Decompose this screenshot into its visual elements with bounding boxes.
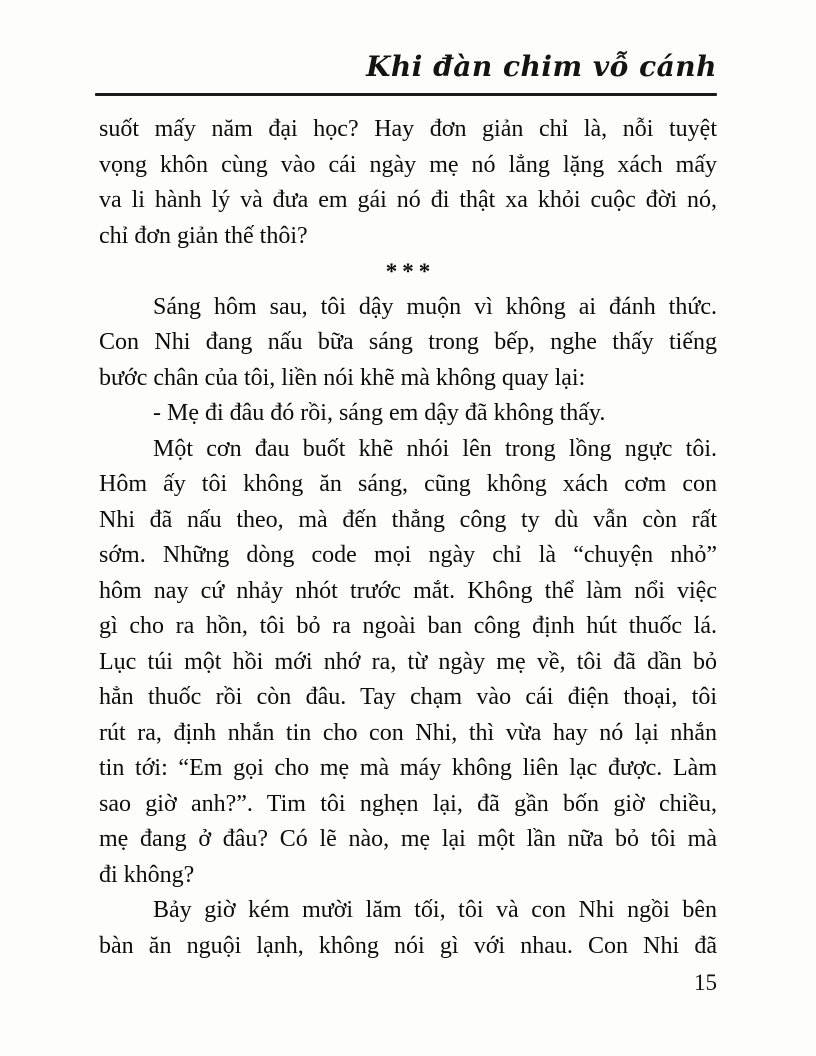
header-rule [95, 93, 717, 96]
running-title: Khi đàn chim vỗ cánh [366, 50, 717, 83]
paragraph-morning-line: Con Nhi đang nấu bữa sáng trong bếp, nghe thấy tiếng [99, 329, 717, 355]
paragraph-morning-line: bước chân của tôi, liền nói khẽ mà không quay lại: [99, 364, 586, 391]
paragraph-opening-line: va li hành lý và đưa em gái nó đi thật xa khỏi cuộc đời nó, [99, 187, 717, 213]
paragraph-heartache-line: sớm. Những dòng code mọi ngày chỉ là “chuyện nhỏ” [99, 542, 717, 568]
paragraph-heartache-line: Một cơn đau buốt khẽ nhói lên trong lồng ngực tôi. [153, 435, 717, 462]
paragraph-morning-line: Sáng hôm sau, tôi dậy muộn vì không ai đánh thức. [153, 293, 717, 320]
page-number: 15 [694, 970, 717, 995]
paragraph-heartache-line: tin tới: “Em gọi cho mẹ mà máy không liên lạc được. Làm [99, 755, 717, 781]
body-text [99, 112, 717, 964]
paragraph-heartache-line: rút ra, định nhắn tin cho con Nhi, thì vừa hay nó lại nhắn [99, 719, 717, 746]
paragraph-heartache-line: hẳn thuốc rồi còn đâu. Tay chạm vào cái điện thoại, tôi [99, 684, 717, 710]
paragraph-heartache-line: đi không? [99, 861, 195, 888]
paragraph-heartache-line: mẹ đang ở đâu? Có lẽ nào, mẹ lại một lần nữa bỏ tôi mà [99, 826, 717, 852]
paragraph-heartache-line: sao giờ anh?”. Tim tôi nghẹn lại, đã gần bốn giờ chiều, [99, 790, 717, 817]
paragraph-heartache-line: Nhi đã nấu theo, mà đến thẳng công ty dù vẫn còn rất [99, 506, 717, 533]
paragraph-opening-line: suốt mấy năm đại học? Hay đơn giản chỉ là, nỗi tuyệt [99, 116, 717, 142]
paragraph-heartache-line: Hôm ấy tôi không ăn sáng, cũng không xách cơm con [99, 471, 717, 497]
paragraph-heartache-line: hôm nay cứ nhảy nhót trước mắt. Không thể làm nổi việc [99, 577, 717, 604]
paragraph-opening-line: chỉ đơn giản thế thôi? [99, 222, 308, 249]
paragraph-heartache-line: Lục túi một hồi mới nhớ ra, từ ngày mẹ về, tôi đã dần bỏ [99, 648, 717, 675]
paragraph-evening-line: Bảy giờ kém mười lăm tối, tôi và con Nhi ngồi bên [153, 897, 717, 923]
paragraph-heartache-line: gì cho ra hồn, tôi bỏ ra ngoài ban công định hút thuốc lá. [99, 613, 717, 639]
paragraph-evening-line: bàn ăn nguội lạnh, không nói gì với nhau. Con Nhi đã [99, 932, 717, 959]
section-separator: *** [385, 259, 436, 284]
paragraph-opening-line: vọng khôn cùng vào cái ngày mẹ nó lẳng lặng xách mấy [99, 151, 717, 178]
dialogue-line-line: - Mẹ đi đâu đó rồi, sáng em dậy đã không thấy. [153, 400, 606, 426]
